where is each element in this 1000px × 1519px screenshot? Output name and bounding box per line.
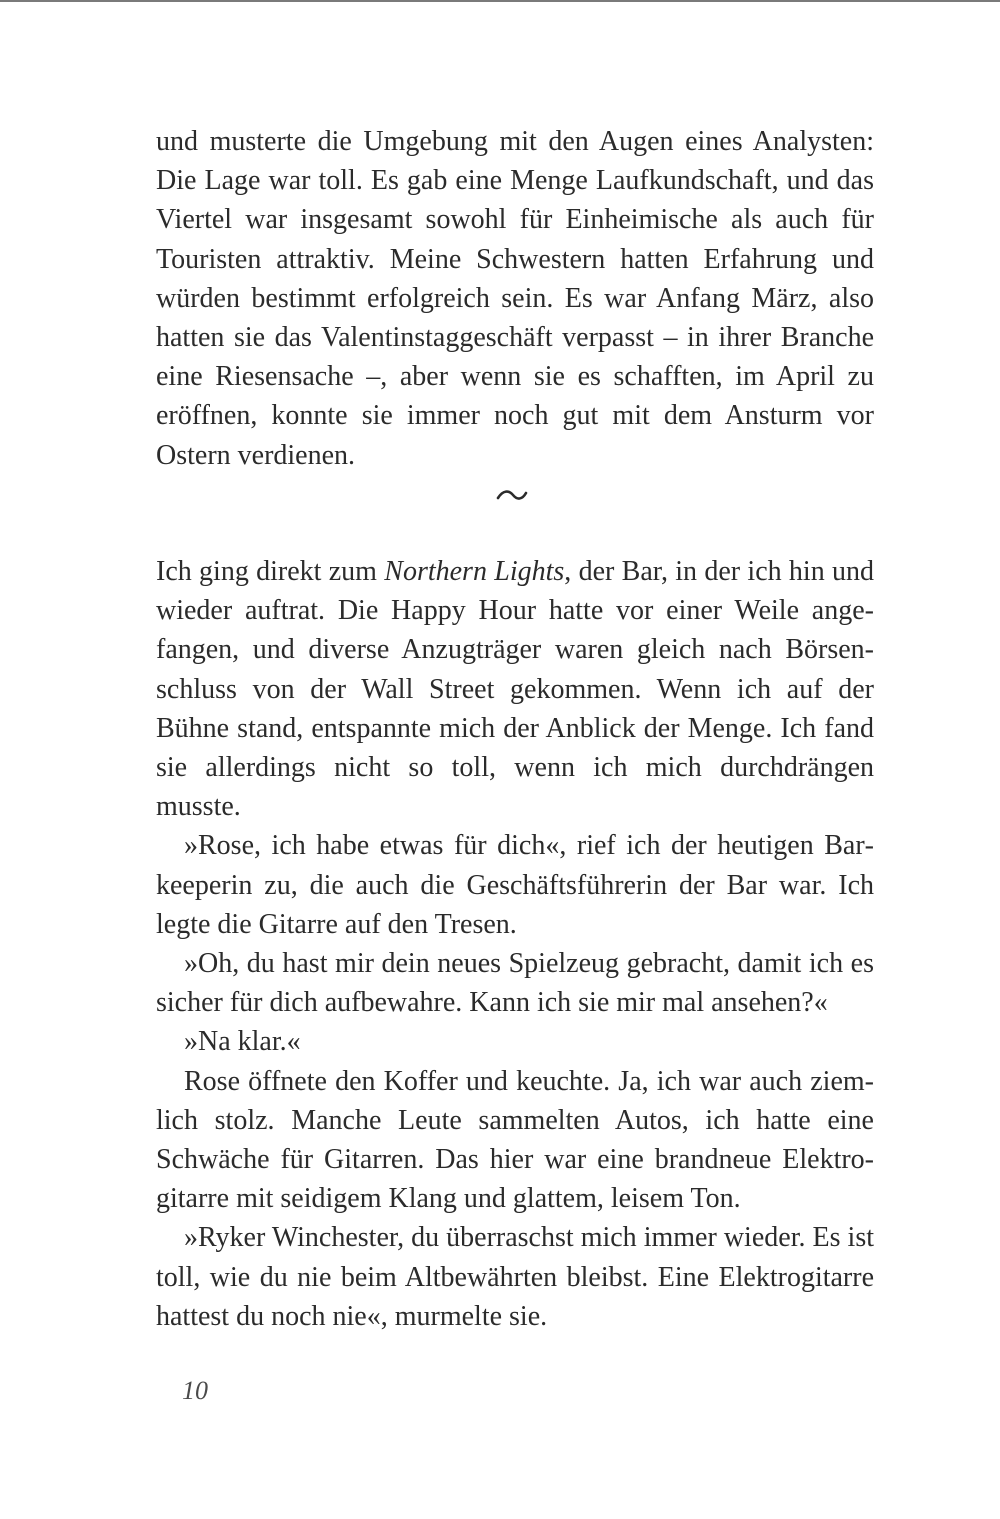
top-border-rule: [0, 0, 1000, 2]
section-2-text: [156, 552, 874, 1336]
paragraph: »Rose, ich habe etwas für dich«, rief ich der heutigen Barkeeperin zu, die auch die Geschäftsführerin der Bar war. Ich legte die Gitarre auf den Tresen.: [156, 830, 874, 940]
opening-text-before: Ich ging direkt zum: [156, 556, 385, 587]
paragraph-opening: [156, 552, 874, 826]
paragraph: »Ryker Winchester, du überraschst mich immer wieder. Es ist toll, wie du nie beim Altbewährten bleibst. Eine Elektrogitarre hattest du noch nie«, murmelte sie.: [156, 1222, 874, 1332]
paragraph: Rose öffnete den Koffer und keuchte. Ja, ich war auch ziemlich stolz. Manche Leute sammelten Autos, ich hatte eine Schwäche für Gitarren. Das hier war eine brandneue Elektrogitarre mit seidigem Klang und glattem, leisem Ton.: [156, 1065, 874, 1215]
paragraph: »Na klar.«: [184, 1026, 301, 1058]
opening-text-after: , der Bar, in der ich hin und wieder auftrat. Die Happy Hour hatte vor einer Weile angefangen, und diverse Anzugträger waren gleich nach Börsenschluss von der Wall Street gekommen. Wenn ich auf der Bühne stand, entspannte mich der Anblick der Menge. Ich fand sie allerdings nicht so toll, wenn ich mich durchdrängen musste.: [156, 556, 875, 823]
section-1-text: [156, 122, 874, 475]
bar-name: Northern Lights: [384, 556, 565, 587]
tilde-ornament-icon: [492, 478, 532, 508]
paragraph: »Oh, du hast mir dein neues Spielzeug gebracht, damit ich es sicher für dich aufbewahre. Kann ich sie mir mal ansehen?«: [156, 948, 874, 1019]
paragraph: und musterte die Umgebung mit den Augen eines Analysten: Die Lage war toll. Es gab eine Menge Laufkundschaft, und das Viertel war insgesamt sowohl für Einheimische als auch für Touristen attraktiv. Meine Schwestern hatten Erfahrung und würden bestimmt erfolgreich sein. Es war Anfang März, also hatten sie das Valentinstaggeschäft verpasst – in ihrer Branche eine Riesensache –, aber wenn sie es schafften, im April zu eröffnen, konnte sie immer noch gut mit dem Ansturm vor Ostern verdienen.: [156, 126, 874, 471]
page-number: 10: [182, 1376, 208, 1405]
